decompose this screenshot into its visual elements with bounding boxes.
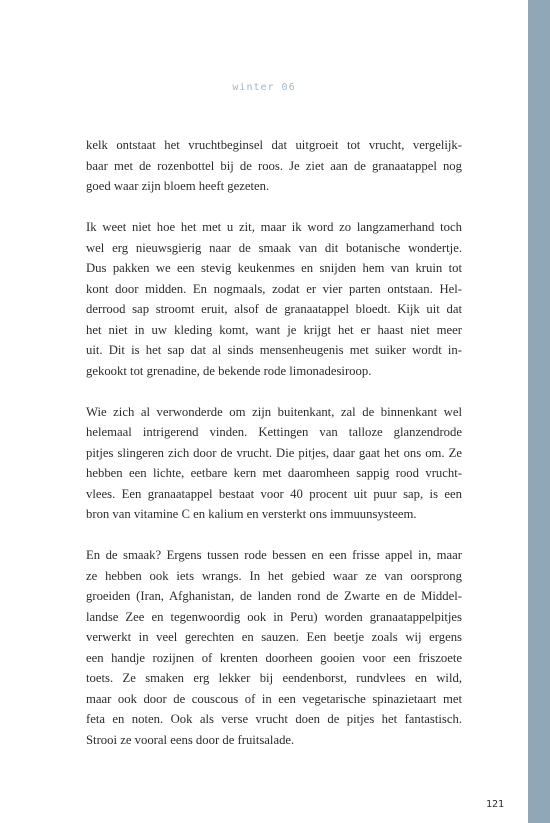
text-line: vlees. Een granaatappel bestaat voor 40 procent uit puur sap, is een	[86, 486, 462, 501]
text-line: het niet in uw kleding komt, want je krijgt het er haast niet meer	[86, 322, 462, 337]
text-line: toets. Ze smaken erg lekker bij eendenborst, rundvlees en wild,	[86, 671, 462, 685]
text-line: Wie zich al verwonderde om zijn buitenkant, zal de binnenkant wel	[86, 404, 462, 419]
text-line: derrood sap stroomt eruit, alsof de granaatappel bloedt. Kijk uit dat	[86, 302, 462, 316]
text-line: Strooi ze vooral eens door de fruitsalade.	[86, 732, 295, 747]
paragraph-4	[86, 545, 462, 750]
text-line: kont door midden. En nogmaals, zodat er vier parten ontstaan. Hel-	[86, 281, 462, 296]
text-line: baar met de rozenbottel bij de roos. Je ziet aan de granaatappel nog	[86, 158, 462, 173]
text-line: Dus pakken we een stevig keukenmes en snijden hem van kruin tot	[86, 261, 462, 275]
text-line: kelk ontstaat het vruchtbeginsel dat uitgroeit tot vrucht, vergelijk-	[86, 138, 462, 152]
text-line: landse Zee en tegenwoordig ook in Peru) worden granaatappelpitjes	[86, 609, 462, 624]
text-line: En de smaak? Ergens tussen rode bessen en een frisse appel in, maar	[86, 548, 462, 562]
text-line: verwerkt in veel gerechten en sauzen. Een beetje zoals wij ergens	[86, 630, 462, 644]
page-number: 121	[486, 799, 505, 810]
text-line: groeiden (Iran, Afghanistan, de landen rond de Zwarte en de Middel-	[86, 589, 462, 603]
text-line: ze hebben ook iets wrangs. In het gebied waar ze van oorsprong	[86, 568, 462, 583]
text-line: helemaal intrigerend vinden. Kettingen van talloze glanzendrode	[86, 425, 462, 439]
text-line: pitjes slingeren zich door de vrucht. Die pitjes, daar gaat het ons om. Ze	[86, 445, 462, 460]
page-edge-color-bar	[528, 0, 550, 823]
paragraph-2	[86, 217, 462, 381]
text-line: uit. Dit is het sap dat al sinds mensenheugenis met suiker wordt in-	[86, 343, 462, 357]
text-line: feta en noten. Ook als verse vrucht doen de pitjes het fantastisch.	[86, 712, 462, 726]
paragraph-1	[86, 135, 462, 197]
text-line: een handje rozijnen of krenten doorheen gooien voor een friszoete	[86, 650, 462, 665]
running-header: winter 06	[232, 82, 296, 93]
paragraph-3	[86, 402, 462, 525]
body-text	[86, 135, 462, 771]
text-line: goed waar zijn bloem heeft gezeten.	[86, 179, 270, 193]
text-line: bron van vitamine C en kalium en versterkt ons immuunsysteem.	[86, 507, 417, 521]
text-line: wel erg nieuwsgierig naar de smaak van dit botanische wondertje.	[86, 240, 462, 255]
text-line: gekookt tot grenadine, de bekende rode limonadesiroop.	[86, 363, 372, 378]
text-line: hebben een lichte, eetbare kern met daaromheen sappig rood vrucht-	[86, 466, 462, 480]
text-line: maar ook door de couscous of in een vegetarische spinazietaart met	[86, 691, 462, 706]
text-line: Ik weet niet hoe het met u zit, maar ik word zo langzamerhand toch	[86, 220, 462, 234]
